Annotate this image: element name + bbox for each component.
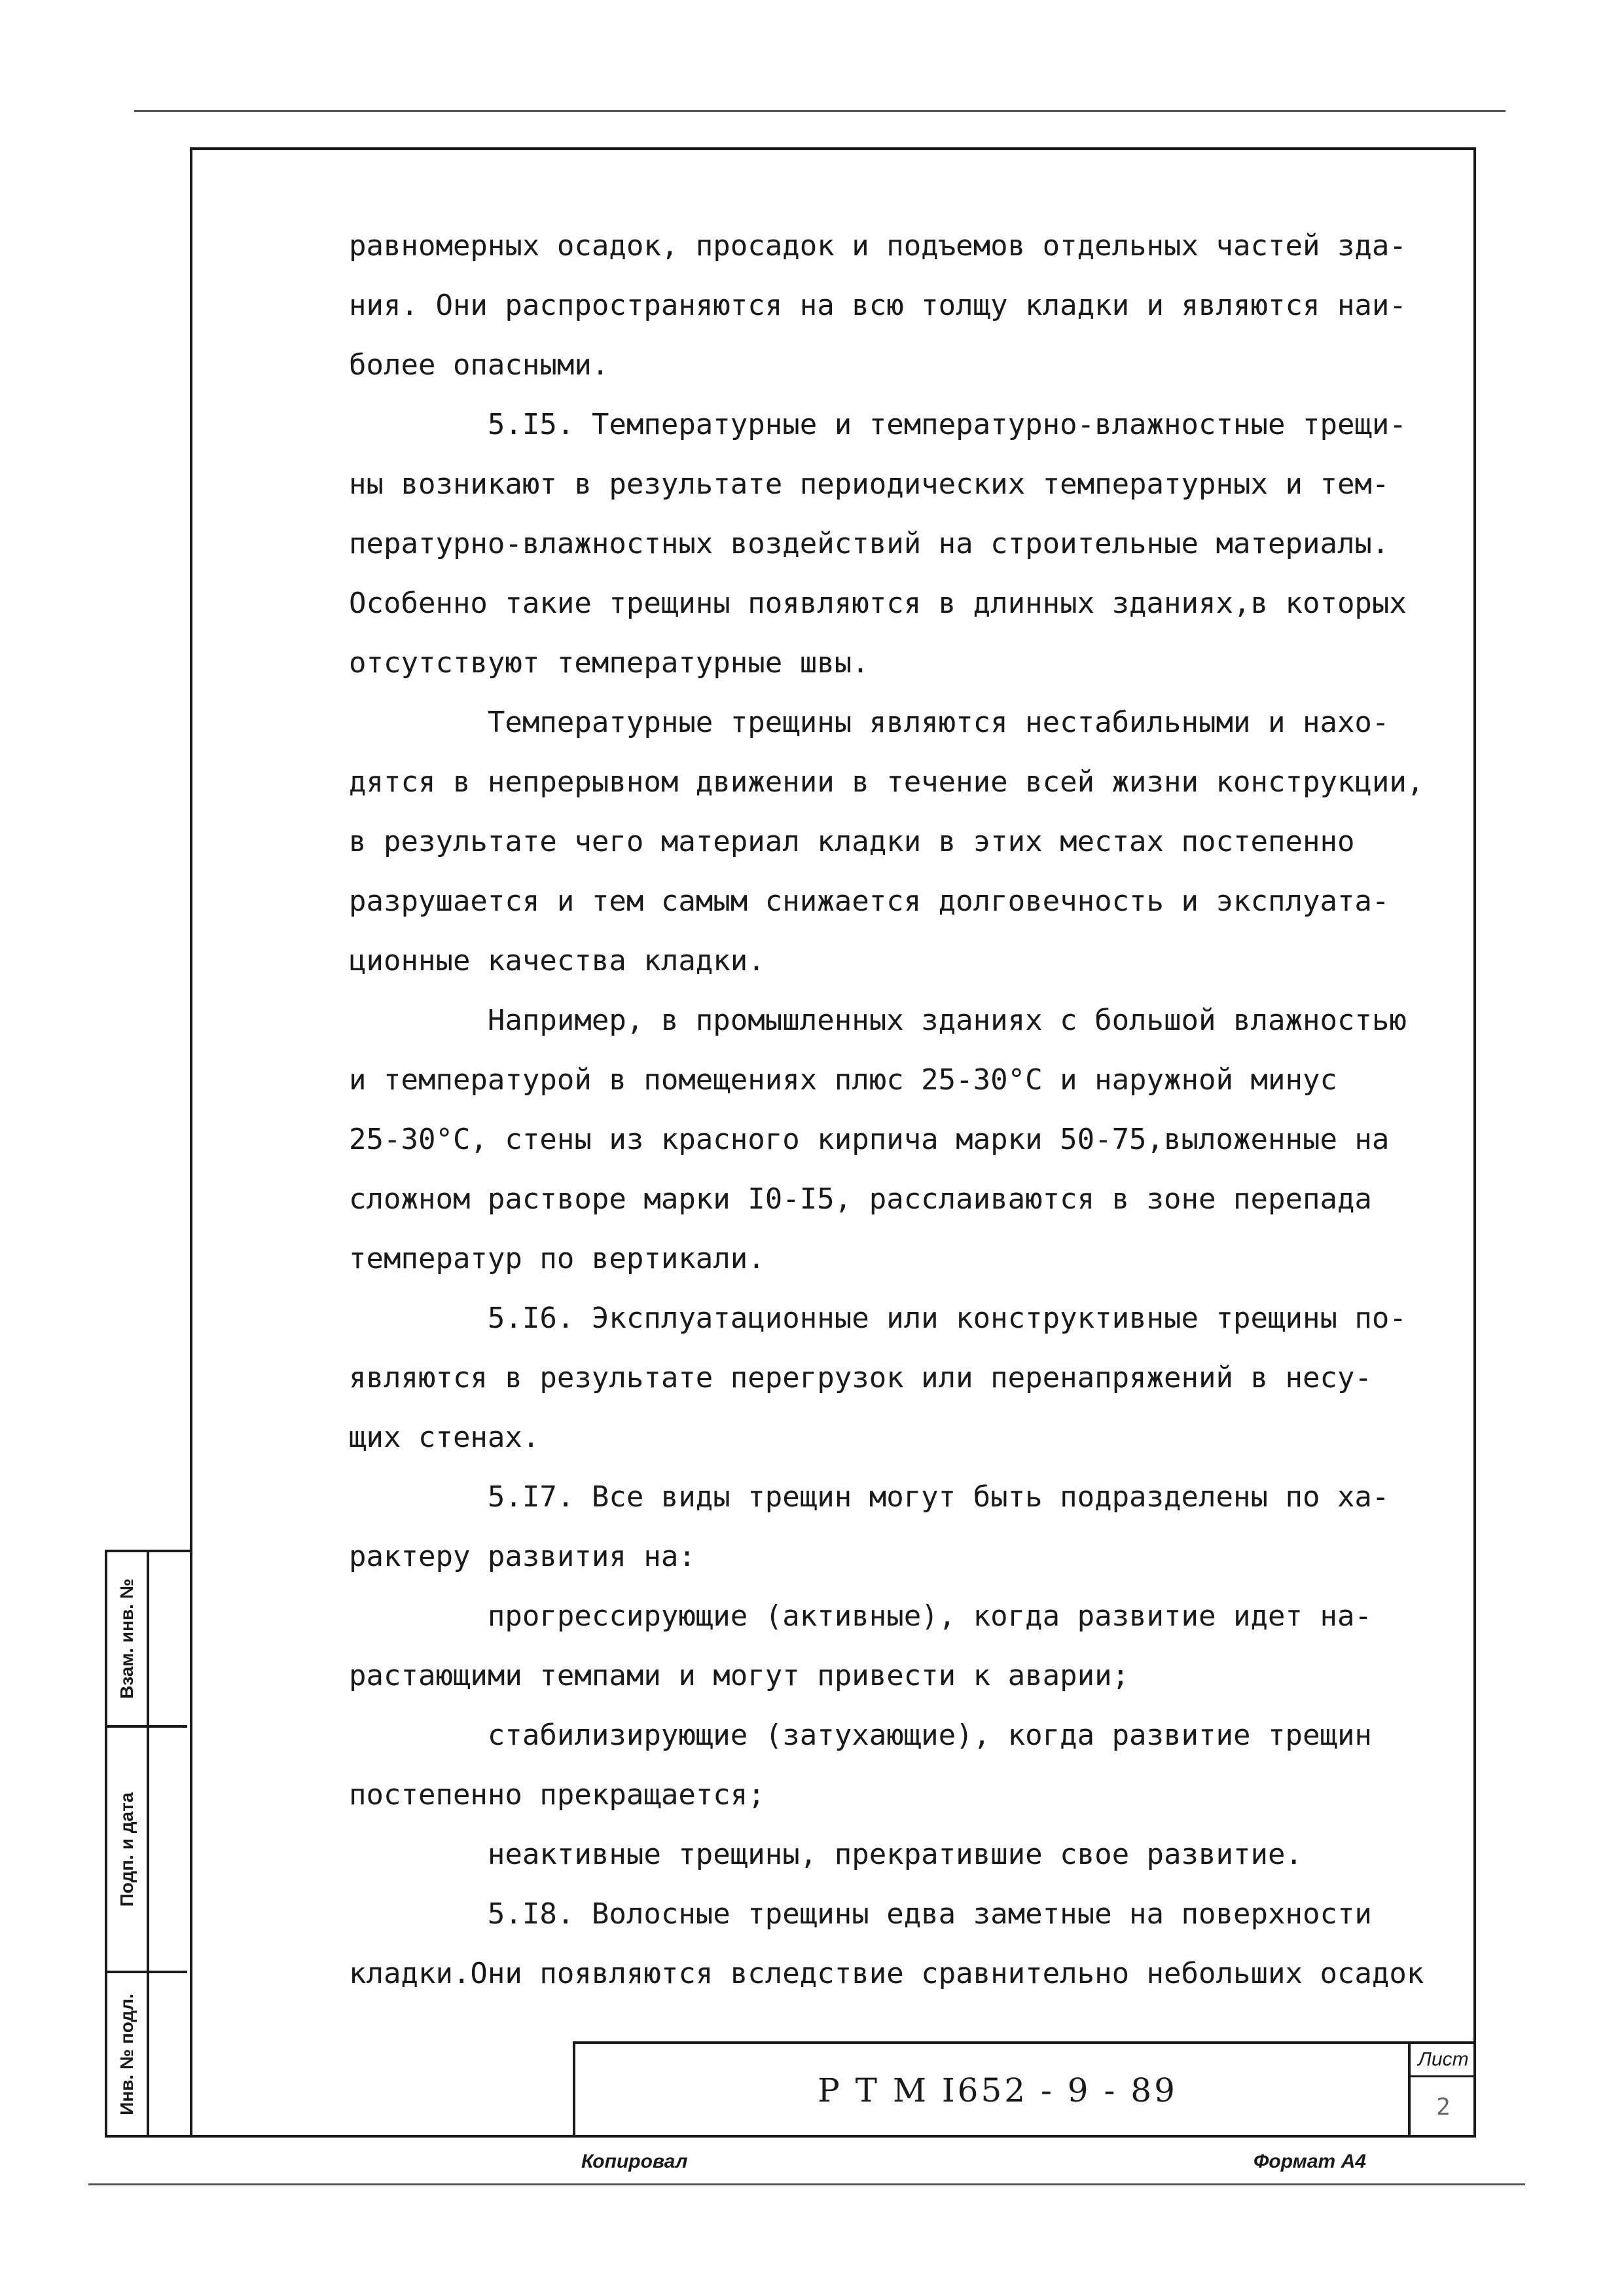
text-line: постепенно прекращается; xyxy=(349,1778,765,1812)
text-line: пературно-влажностных воздействий на строительные материалы. xyxy=(349,527,1390,560)
stamp-cell-signature-date xyxy=(107,1728,187,1973)
text-line: более опасными. xyxy=(349,348,609,382)
sheet-box xyxy=(1408,2044,1476,2138)
text-line: 5.I8. Волосные трещины едва заметные на поверхности xyxy=(349,1897,1372,1931)
top-rule xyxy=(134,110,1506,112)
footer-copied-by: Копировал xyxy=(581,2151,688,2172)
text-line: разрушается и тем самым снижается долговечность и эксплуата- xyxy=(349,884,1390,918)
text-line: Температурные трещины являются нестабильными и нахо- xyxy=(349,706,1390,739)
text-line: и температурой в помещениях плюс 25-30°С и наружной минус xyxy=(349,1063,1337,1097)
side-stamp xyxy=(105,1550,190,2138)
stamp-cell-replacement-inv xyxy=(107,1552,187,1728)
text-line: Например, в промышленных зданиях с большой влажностью xyxy=(349,1004,1407,1037)
stamp-label: Инв. № подл. xyxy=(117,1993,137,2115)
text-line: 5.I6. Эксплуатационные или конструктивные трещины по- xyxy=(349,1302,1407,1335)
text-line: рактеру развития на: xyxy=(349,1540,696,1573)
text-line: прогрессирующие (активные), когда развитие идет на- xyxy=(349,1599,1372,1633)
body-text xyxy=(349,216,1488,2003)
sheet-number: 2 xyxy=(1436,2094,1451,2121)
text-line: неактивные трещины, прекратившие свое развитие. xyxy=(349,1838,1303,1871)
sheet-label: Лист xyxy=(1411,2044,1476,2077)
text-line: отсутствуют температурные швы. xyxy=(349,646,869,680)
text-line: кладки.Они появляются вследствие сравнительно небольших осадок xyxy=(349,1957,1424,1990)
text-line: растающими темпами и могут привести к аварии; xyxy=(349,1659,1130,1692)
text-line: 25-30°С, стены из красного кирпича марки 50-75,выложенные на xyxy=(349,1123,1390,1156)
text-line: являются в результате перегрузок или перенапряжений в несу- xyxy=(349,1361,1372,1394)
text-line: в результате чего материал кладки в этих местах постепенно xyxy=(349,825,1355,858)
text-line: Особенно такие трещины появляются в длинных зданиях,в которых xyxy=(349,587,1407,620)
document-code: Р Т М I652 - 9 - 89 xyxy=(818,2071,1178,2109)
text-line: температур по вертикали. xyxy=(349,1242,765,1275)
stamp-label: Подп. и дата xyxy=(117,1792,137,1906)
text-line: дятся в непрерывном движении в течение всей жизни конструкции, xyxy=(349,765,1424,799)
text-line: щих стенах. xyxy=(349,1421,540,1454)
text-line: равномерных осадок, просадок и подъемов отдельных частей зда- xyxy=(349,229,1407,263)
footer-format: Формат А4 xyxy=(1254,2151,1366,2172)
text-line: 5.I5. Температурные и температурно-влажностные трещи- xyxy=(349,408,1407,441)
stamp-cell-original-inv xyxy=(107,1973,187,2135)
bottom-rule xyxy=(88,2183,1525,2185)
text-line: 5.I7. Все виды трещин могут быть подразделены по ха- xyxy=(349,1480,1390,1514)
stamp-label: Взам. инв. № xyxy=(117,1578,137,1699)
text-line: стабилизирующие (затухающие), когда развитие трещин xyxy=(349,1719,1372,1752)
text-line: сложном растворе марки I0-I5, расслаиваются в зоне перепада xyxy=(349,1182,1372,1216)
title-block xyxy=(573,2041,1476,2138)
text-line: ны возникают в результате периодических температурных и тем- xyxy=(349,467,1390,501)
text-line: ния. Они распространяются на всю толщу кладки и являются наи- xyxy=(349,289,1407,322)
text-line: ционные качества кладки. xyxy=(349,944,765,977)
